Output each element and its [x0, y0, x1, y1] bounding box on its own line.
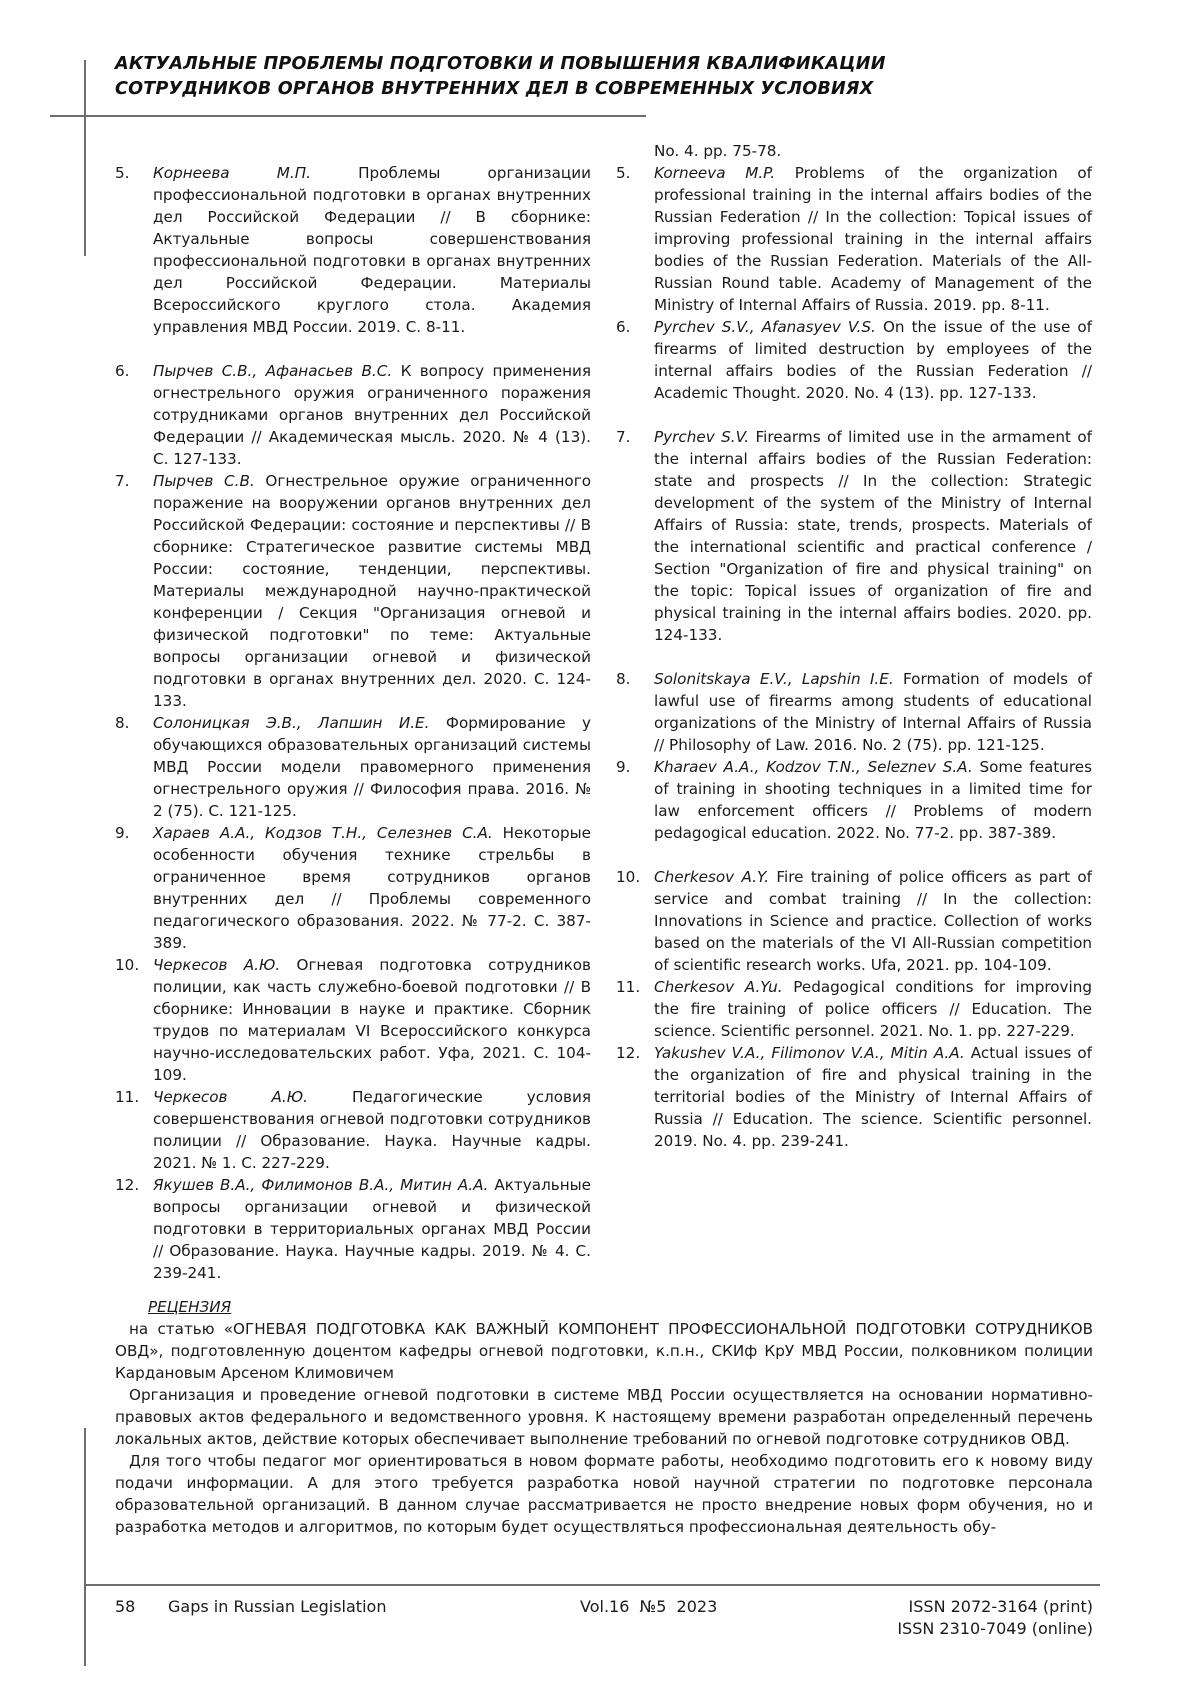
- reference-text: Some features of training in shooting techniques in a limited time for law enforcement officers // Problems of modern pedagogical education. 2022. No. 77-2. pp. 387-389.: [654, 758, 1092, 842]
- reference-en-12: [616, 1042, 1092, 1152]
- reference-text: Некоторые особенности обучения технике стрельбы в ограниченное время сотрудников органов внутренних дел // Проблемы современного педагогического образования. 2022. № 77-2. С. 387-389.: [153, 824, 591, 952]
- reference-en-8: [616, 668, 1092, 756]
- reference-ru-6: [115, 360, 591, 470]
- reference-ru-7: [115, 470, 591, 712]
- reference-authors: Корнеева М.П.: [153, 164, 311, 182]
- review-paragraph: Организация и проведение огневой подготовки в системе МВД России осуществляется на основании нормативно-правовых актов федерального и ведомственного уровня. К настоящему времени разработан определенный перечень локальных актов, действие которых обеспечивает выполнение требований по огневой подготовке сотрудников ОВД.: [115, 1386, 1093, 1448]
- reference-en-10: [616, 866, 1092, 976]
- reference-text: Проблемы организации профессиональной подготовки в органах внутренних дел Российской Федерации // В сборнике: Актуальные вопросы совершенствования профессиональной подготовки в органах внутренних дел Российской Федерации. Материалы Всероссийского круглого стола. Академия управления МВД России. 2019. С. 8-11.: [153, 164, 591, 336]
- reference-authors: Пырчев С.В., Афанасьев В.С.: [153, 362, 393, 380]
- reference-authors: Черкесов А.Ю.: [153, 956, 281, 974]
- reference-authors: Якушев В.А., Филимонов В.А., Митин А.А.: [153, 1176, 489, 1194]
- reference-text: Актуальные вопросы организации огневой и физической подготовки в территориальных органах МВД России // Образование. Наука. Научные кадры. 2019. № 4. С. 239-241.: [153, 1176, 591, 1282]
- reference-ru-9: [115, 822, 591, 954]
- reference-authors: Korneeva M.P.: [654, 164, 776, 182]
- left-vertical-rule-top: [84, 60, 86, 256]
- reference-text: Actual issues of the organization of fire and physical training in the territorial bodies of the Ministry of Internal Affairs of Russia // Education. The science. Scientific personnel. 2019. No. 4. pp. 239-241.: [654, 1044, 1092, 1150]
- reference-authors: Kharaev A.A., Kodzov T.N., Seleznev S.A.: [654, 758, 973, 776]
- reference-text: Огневая подготовка сотрудников полиции, как часть служебно-боевой подготовки // В сборнике: Инновации в науке и практике. Сборник трудов по материалам VI Всероссийского конкурса научно-исследовательских работ. Уфа, 2021. С. 104-109.: [153, 956, 592, 1084]
- review-subject: на статью «ОГНЕВАЯ ПОДГОТОВКА КАК ВАЖНЫЙ КОМПОНЕНТ ПРОФЕССИОНАЛЬНОЙ ПОДГОТОВКИ СОТРУДНИКОВ ОВД», подготовленную доцентом кафедры огневой подготовки, к.п.н., СКИф КрУ МВД России, полковником полиции Кардановым Арсеном Климовичем: [115, 1320, 1093, 1382]
- reference-ru-8: [115, 712, 591, 822]
- review-title: РЕЦЕНЗИЯ: [148, 1298, 232, 1316]
- reference-number: 6.: [616, 318, 631, 336]
- reference-text: Fire training of police officers as part of service and combat training // In the collection: Innovations in Science and practice. Collection of works based on the materials of the VI All-Russian competition of scientific research works. Ufa, 2021. pp. 104-109.: [654, 868, 1093, 974]
- header-line-2: СОТРУДНИКОВ ОРГАНОВ ВНУТРЕННИХ ДЕЛ В СОВРЕМЕННЫХ УСЛОВИЯХ: [115, 79, 874, 99]
- page-number: 58: [115, 1597, 136, 1616]
- reference-number: 9.: [115, 824, 130, 842]
- reference-authors: Pyrchev S.V., Afanasyev V.S.: [654, 318, 876, 336]
- reference-en-9: [616, 756, 1092, 844]
- issn-online: ISSN 2310-7049 (online): [897, 1619, 1093, 1638]
- reference-number: 7.: [616, 428, 631, 446]
- references-en: [616, 140, 1092, 1152]
- reference-number: 10.: [115, 956, 140, 974]
- reference-text: К вопросу применения огнестрельного оружия ограниченного поражения сотрудниками органов внутренних дел Российской Федерации // Академическая мысль. 2020. № 4 (13). С. 127-133.: [153, 362, 591, 468]
- reference-authors: Solonitskaya E.V., Lapshin I.E.: [654, 670, 894, 688]
- header-underline-rule: [50, 115, 646, 117]
- reference-en-5: [616, 162, 1092, 316]
- reference-number: 11.: [115, 1088, 140, 1106]
- reference-authors: Черкесов А.Ю.: [153, 1088, 308, 1106]
- reference-number: 6.: [115, 362, 130, 380]
- reference-authors: Cherkesov A.Yu.: [654, 978, 783, 996]
- reference-text: On the issue of the use of firearms of limited destruction by employees of the internal affairs bodies of the Russian Federation // Academic Thought. 2020. No. 4 (13). pp. 127-133.: [654, 318, 1092, 402]
- review-section: [115, 1296, 1093, 1538]
- reference-authors: Солоницкая Э.В., Лапшин И.Е.: [153, 714, 430, 732]
- reference-ru-12: [115, 1174, 591, 1284]
- reference-continuation: No. 4. pp. 75-78.: [654, 142, 782, 160]
- reference-number: 5.: [115, 164, 130, 182]
- review-paragraph: Для того чтобы педагог мог ориентироваться в новом формате работы, необходимо подготовить его к новому виду подачи информации. А для этого требуется разработка новой научной стратегии по подготовке персонала образовательной организаций. В данном случае рассматривается не просто внедрение новых форм обучения, но и разработка методов и алгоритмов, по которым будет осуществляться профессиональная деятельность обу-: [115, 1452, 1093, 1536]
- reference-ru-10: [115, 954, 591, 1086]
- reference-number: 12.: [616, 1044, 641, 1062]
- reference-text: Педагогические условия совершенствования огневой подготовки сотрудников полиции // Образование. Наука. Научные кадры. 2021. № 1. С. 227-229.: [153, 1088, 591, 1172]
- reference-number: 11.: [616, 978, 641, 996]
- reference-number: 9.: [616, 758, 631, 776]
- reference-authors: Пырчев С.В.: [153, 472, 255, 490]
- reference-authors: Cherkesov A.Y.: [654, 868, 770, 886]
- volume-issue: Vol.16 №5 2023: [580, 1597, 718, 1616]
- reference-text: Pedagogical conditions for improving the fire training of police officers // Education. The science. Scientific personnel. 2021. No. 1. pp. 227-229.: [654, 978, 1093, 1040]
- reference-number: 10.: [616, 868, 641, 886]
- reference-number: 8.: [115, 714, 130, 732]
- reference-text: Формирование у обучающихся образовательных организаций системы МВД России модели правомерного применения огнестрельного оружия // Философия права. 2016. № 2 (75). С. 121-125.: [153, 714, 592, 820]
- reference-number: 12.: [115, 1176, 140, 1194]
- reference-text: Formation of models of lawful use of firearms among students of educational organizations of the Ministry of Internal Affairs of Russia // Philosophy of Law. 2016. No. 2 (75). pp. 121-125.: [654, 670, 1092, 754]
- reference-en-6: [616, 316, 1092, 404]
- running-header: [115, 52, 1115, 102]
- reference-text: Problems of the organization of professional training in the internal affairs bodies of the Russian Federation // In the collection: Topical issues of improving professional training in the internal affairs bodies of the Russian Federation. Materials of the All-Russian Round table. Academy of Management of the Ministry of Internal Affairs of Russia. 2019. pp. 8-11.: [654, 164, 1093, 314]
- reference-en-11: [616, 976, 1092, 1042]
- reference-text: Firearms of limited use in the armament of the internal affairs bodies of the Russian Federation: state and prospects // In the collection: Strategic development of the system of the Ministry of Internal Affairs of Russia: state, trends, prospects. Materials of the international scientific and practical conference / Section "Organization of fire and physical training" on the topic: Topical issues of organization of fire and physical training in the internal affairs bodies. 2020. pp. 124-133.: [654, 428, 1093, 644]
- issn-print: ISSN 2072-3164 (print): [908, 1597, 1093, 1616]
- reference-ru-5: [115, 162, 591, 338]
- reference-authors: Yakushev V.A., Filimonov V.A., Mitin A.A.: [654, 1044, 965, 1062]
- footer-rule: [84, 1584, 1100, 1586]
- reference-text: Огнестрельное оружие ограниченного поражение на вооружении органов внутренних дел Российской Федерации: состояние и перспективы // В сборнике: Стратегическое развитие системы МВД России: состояние, тенденции, перспективы. Материалы международной научно-практической конференции / Секция "Организация огневой и физической подготовки" по теме: Актуальные вопросы организации огневой и физической подготовки в органах внутренних дел. 2020. С. 124-133.: [153, 472, 591, 710]
- reference-number: 5.: [616, 164, 631, 182]
- reference-ru-11: [115, 1086, 591, 1174]
- reference-number: 7.: [115, 472, 130, 490]
- references-ru: [115, 140, 591, 1284]
- reference-authors: Хараев А.А., Кодзов Т.Н., Селезнев С.А.: [153, 824, 493, 842]
- left-vertical-rule-bottom: [84, 1428, 86, 1666]
- reference-authors: Pyrchev S.V.: [654, 428, 750, 446]
- reference-number: 8.: [616, 670, 631, 688]
- journal-name: Gaps in Russian Legislation: [168, 1597, 387, 1616]
- reference-en-7: [616, 426, 1092, 646]
- header-line-1: АКТУАЛЬНЫЕ ПРОБЛЕМЫ ПОДГОТОВКИ И ПОВЫШЕНИЯ КВАЛИФИКАЦИИ: [115, 54, 886, 74]
- issn-block: [897, 1596, 1093, 1640]
